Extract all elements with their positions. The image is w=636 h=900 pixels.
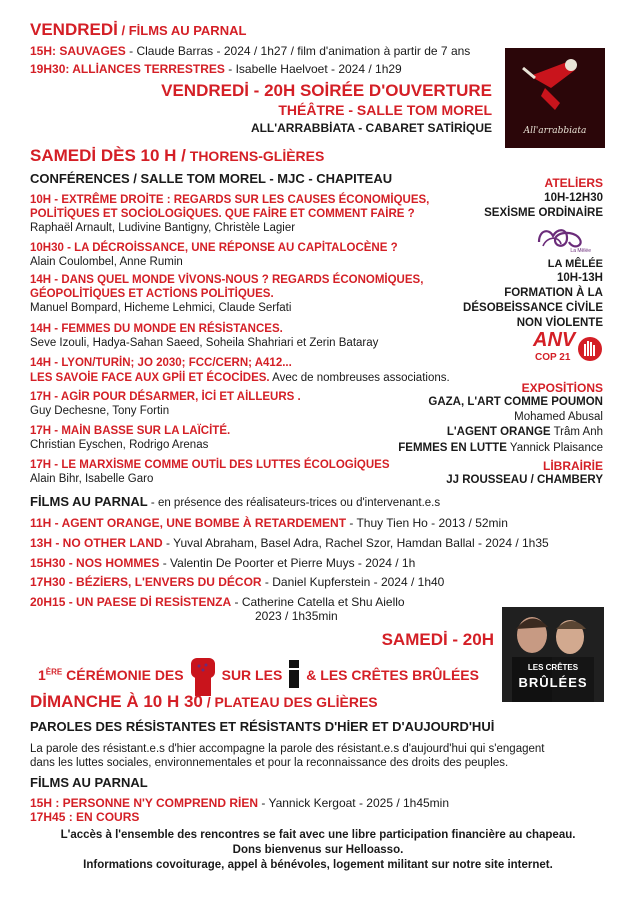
cretes-brulees-photo: LES CRÊTES BRÛLÉES (502, 607, 604, 702)
opening-show: ALL'ARRABBİATA - CABARET SATİRİQUE (250, 121, 492, 135)
exclamation-icon (286, 660, 302, 688)
talk-6: 17H - AGİR POUR DÉSARMER, İCİ ET AİLLEURS . Guy Dechesne, Tony Fortin (30, 391, 301, 417)
saturday-film-3: 15H30 - NOS HOMMES - Valentin De Poorter et Pierre Muys - 2024 / 1h (30, 556, 416, 570)
talk-4: 14H - FEMMES DU MONDE EN RÉSİSTANCES. Seve Izouli, Hadya-Sahan Saeed, Soheila Shahriari et Zerin Bataray (30, 323, 379, 349)
friday-header: VENDREDİ / FİLMS AU PARNAL (30, 20, 247, 39)
opening-venue: THÉÂTRE - SALLE TOM MOREL (278, 102, 492, 118)
footer-line-1: L'accès à l'ensemble des rencontres se fait avec une libre participation financière au chapeau. (60, 829, 576, 841)
ateliers-heading: ATELİERS (544, 176, 603, 190)
saturday-film-2: 13H - NO OTHER LAND - Yuval Abraham, Basel Adra, Rachel Szor, Hamdan Ballal - 2024 / 1h35 (30, 536, 549, 550)
sunday-description: La parole des résistant.e.s d'hier accompagne la parole des résistant.e.s d'aujourd'hui qui s'engagent dans les luttes sociales, environnementales et pour la reconnaissance des droits des peuples. (30, 743, 545, 769)
talk-8: 17H - LE MARXİSME COMME OUTİL DES LUTTES ÉCOLOGİQUES Alain Bihr, Isabelle Garo (30, 459, 390, 485)
sunday-films-heading: FİLMS AU PARNAL (30, 775, 148, 790)
saturday-film-1: 11H - AGENT ORANGE, UNE BOMBE À RETARDEMENT - Thuy Tien Ho - 2013 / 52min (30, 516, 508, 530)
saturday-evening-title: SAMEDİ - 20H (381, 630, 494, 649)
talk-1: 10H - EXTRÊME DROİTE : REGARDS SUR LES CAUSES ÉCONOMİQUES, POLİTİQUES ET SOCİOLOGİQUES. QUE FAİRE ET COMMENT FAİRE ? Raphaël Arnault, Ludivine Bantigny, Christèle Lagier (30, 194, 430, 234)
sunday-sub-heading: PAROLES DES RÉSİSTANTES ET RÉSİSTANTS D'HİER ET D'AUJOURD'HUİ (30, 719, 495, 734)
footer-line-2: Dons bienvenus sur Helloasso. (232, 844, 404, 856)
sunday-header: DİMANCHE À 10 H 30 / PLATEAU DES GLİÈRES (30, 692, 378, 711)
friday-film-1: 15H: SAUVAGES - Claude Barras - 2024 / 1h27 / film d'animation à partir de 7 ans (30, 44, 471, 58)
side-column: ATELİERS 10H-12H30 SEXİSME ORDİNAİRE La Mêlée LA MÊLÉE 10H-13H FORMATION À LA DÉSOBEİSSANCE CİVİLE NON VİOLENTE ANV COP 21 EXPOSİTİONS GAZA, L'ART COMME POUMON Mohamed Abusal L'AGENT ORANGE Trâm Anh FEMMES EN LUTTE Yannick Plaisance LİBRAİRİE JJ ROUSSEAU / CHAMBERY (398, 176, 603, 486)
talk-3: 14H - DANS QUEL MONDE VİVONS-NOUS ? REGARDS ÉCONOMİQUES, GÉOPOLİTİQUES ET ACTİONS POLİTİQUES. Manuel Bompard, Hicheme Lehmici, Claude Serfati (30, 274, 424, 314)
saturday-film-5: 20H15 - UN PAESE Dİ RESİSTENZA - Catherine Catella et Shu Aiello (30, 595, 405, 609)
expositions-heading: EXPOSİTİONS (521, 381, 603, 395)
poster-caption: All'arrabbiata (523, 126, 587, 136)
opening-title: VENDREDİ - 20H SOİRÉE D'OUVERTURE (161, 81, 492, 100)
cabaret-poster (505, 48, 605, 148)
footer (0, 828, 636, 873)
sunday-film-2: 17H45 : EN COURS (30, 810, 140, 824)
hand-icon (577, 332, 603, 366)
librairie-heading: LİBRAİRİE (543, 459, 603, 473)
anv-cop21-logo: ANV COP 21 (533, 330, 603, 370)
footer-line-3: Informations covoiturage, appel à bénévoles, logement militant sur notre site internet. (83, 859, 553, 871)
la-melee-logo-text: La Mêlée (570, 248, 591, 254)
la-melee-logo (533, 224, 591, 252)
talk-7: 17H - MAİN BASSE SUR LA LAÏCİTÉ. Christian Eyschen, Rodrigo Arenas (30, 425, 231, 451)
raised-fist-icon (186, 656, 220, 696)
ceremony-line: 1ÈRE CÉRÉMONIE DES SUR LES & LES CRÊTES BRÛLÉES (38, 656, 479, 684)
saturday-film-5-info: 2023 / 1h35min (255, 609, 338, 623)
sunday-film-1: 15H : PERSONNE N'Y COMPREND RİEN - Yannick Kergoat - 2025 / 1h45min (30, 796, 450, 810)
talk-5: 14H - LYON/TURİN; JO 2030; FCC/CERN; A412... LES SAVOİE FACE AUX GPİİ ET ÉCOCİDES. Avec de nombreuses associations. (30, 357, 450, 384)
saturday-films-heading: FİLMS AU PARNAL - en présence des réalisateurs-trices ou d'intervenant.e.s (30, 494, 441, 509)
conferences-heading: CONFÉRENCES / SALLE TOM MOREL - MJC - CHAPITEAU (30, 171, 393, 186)
saturday-film-4: 17H30 - BÉZİERS, L'ENVERS DU DÉCOR - Daniel Kupferstein - 2024 / 1h40 (30, 575, 445, 589)
saturday-header: SAMEDİ DÈS 10 H / THORENS-GLİÈRES (30, 146, 325, 165)
friday-film-2: 19H30: ALLİANCES TERRESTRES - Isabelle Haelvoet - 2024 / 1h29 (30, 62, 402, 76)
talk-2: 10H30 - LA DÉCROİSSANCE, UNE RÉPONSE AU CAPİTALOCÈNE ? Alain Coulombel, Anne Rumin (30, 242, 398, 268)
